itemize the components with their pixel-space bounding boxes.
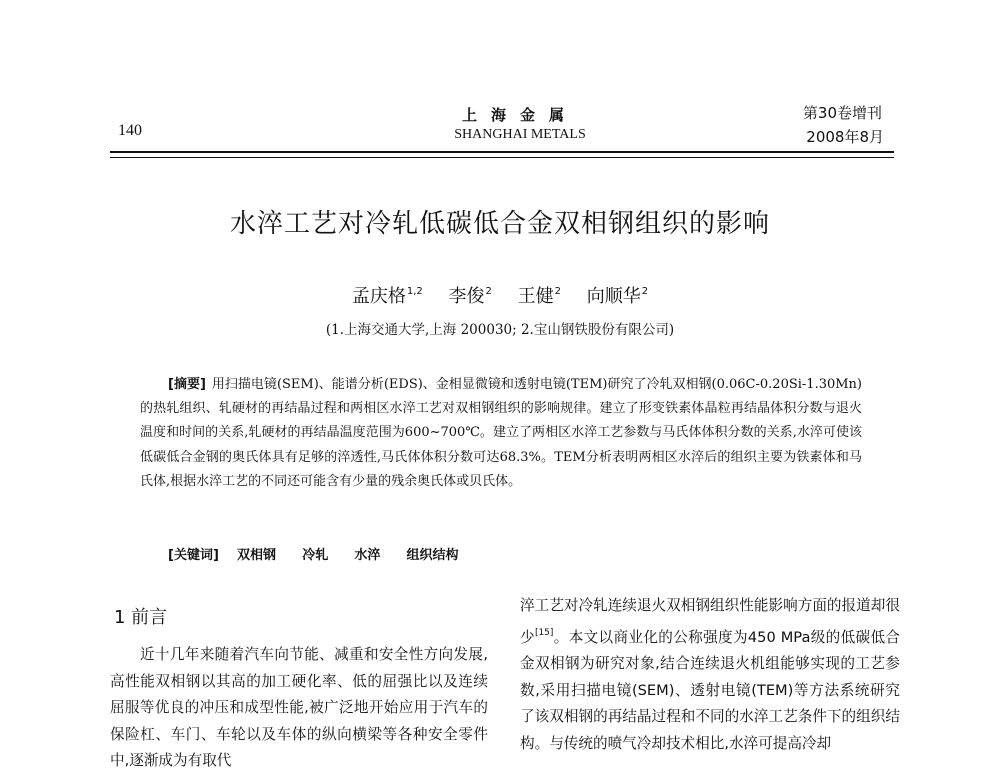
body-paragraph [520, 593, 900, 757]
author-affiliation-mark: 1,2 [406, 286, 423, 297]
journal-title-cn: 上海金属 [461, 106, 578, 124]
author [352, 286, 423, 307]
paper-title: 水淬工艺对冷轧低碳低合金双相钢组织的影响 [229, 209, 770, 239]
volume-info: 第30卷增刊 [802, 104, 882, 122]
keyword: 冷轧 [302, 548, 329, 563]
author-name: 王健 [517, 286, 554, 307]
abstract [140, 373, 862, 494]
author [587, 286, 648, 307]
author-affiliation-mark: 2 [641, 286, 649, 297]
author-name: 向顺华 [586, 286, 641, 307]
header-rule-thin [110, 157, 894, 158]
author-name: 李俊 [448, 286, 485, 307]
page-number: 140 [118, 122, 142, 139]
journal-title-en: SHANGHAI METALS [454, 127, 586, 142]
body-text: 淬工艺对冷轧连续退火双相钢组织性能影响方面的报道却很少 [520, 597, 900, 646]
author-affiliation-mark: 2 [485, 286, 492, 297]
body-column-left [110, 642, 488, 775]
keywords-label: [关键词] [168, 548, 219, 563]
affiliations: (1.上海交通大学,上海 200030; 2.宝山钢铁股份有限公司) [325, 322, 675, 338]
body-text: 。本文以商业化的公称强度为450 MPa级的低碳低合金双相钢为研究对象,结合连续退火机组能够实现的工艺参数,采用扫描电镜(SEM)、透射电镜(TEM)等方法系统研究了该双相钢的再结晶过程和不同的水淬工艺条件下的组织结构。与传统的喷气冷却技术相比,水淬可提高冷却 [520, 628, 900, 752]
author-list [100, 282, 900, 308]
keyword: 双相钢 [237, 548, 277, 563]
body-column-right [520, 593, 900, 757]
header-rule-thick [110, 151, 894, 153]
author [449, 286, 492, 307]
keyword: 组织结构 [406, 548, 459, 563]
section-heading: 1 前言 [114, 607, 168, 628]
abstract-paragraph [140, 373, 862, 494]
author-name: 孟庆格 [351, 286, 406, 307]
citation: [15] [534, 627, 554, 638]
body-paragraph: 近十几年来随着汽车向节能、减重和安全性方向发展,高性能双相钢以其高的加工硬化率、低的屈强比以及连续屈服等优良的冲压和成型性能,被广泛地开始应用于汽车的保险杠、车门、车轮以及车体的纵向横梁等各种安全零件中,逐渐成为有取代 [110, 646, 488, 769]
author-affiliation-mark: 2 [554, 286, 561, 297]
keywords [168, 544, 481, 563]
issue-date: 2008年8月 [806, 128, 884, 146]
abstract-text: 用扫描电镜(SEM)、能谱分析(EDS)、金相显微镜和透射电镜(TEM)研究了冷轧双相钢(0.06C-0.20Si-1.30Mn)的热轧组织、轧硬材的再结晶过程和两相区水淬工艺对双相钢组织的影响规律。建立了形变铁素体晶粒再结晶体积分数与退火温度和时间的关系,轧硬材的再结晶温度范围为600~700℃。建立了两相区水淬工艺参数与马氏体体积分数的关系,水淬可使该低碳低合金钢的奥氏体具有足够的淬透性,马氏体体积分数可达68.3%。TEM分析表明两相区水淬后的组织主要为铁素体和马氏体,根据水淬工艺的不同还可能含有少量的残余奥氏体或贝氏体。 [140, 377, 862, 489]
keyword: 水淬 [354, 548, 381, 563]
author [518, 286, 561, 307]
abstract-label: [摘要] [168, 377, 206, 392]
